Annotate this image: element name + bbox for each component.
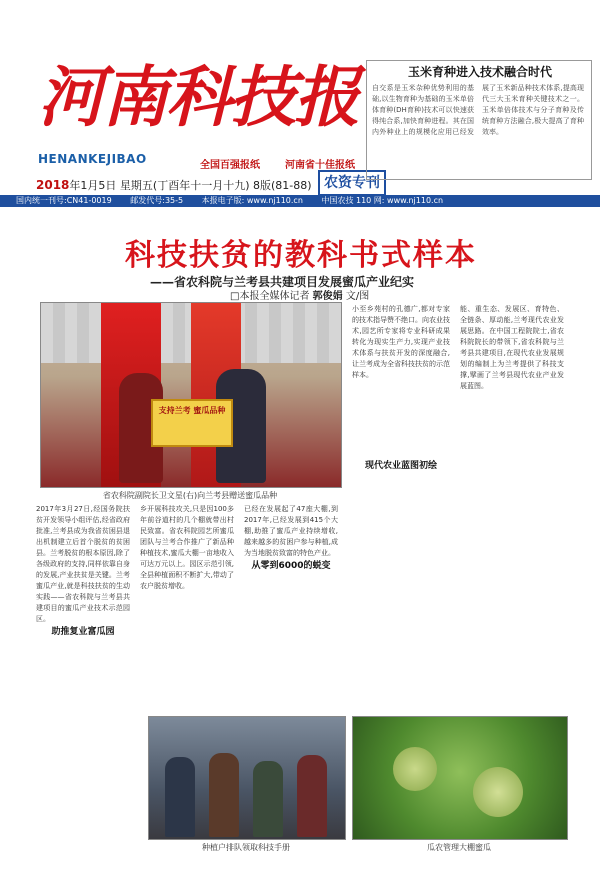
special-edition: 农资专刊 — [318, 170, 386, 196]
section-title-1: 助推复业富瓜园 — [51, 627, 115, 637]
bottom-right-caption: 瓜农管理大棚蜜瓜 — [427, 843, 491, 852]
col3-text: 已经在发展起了47座大棚,到2017年,已经发展到415个大棚,助推了蜜瓜产业持续增收,越来越多的贫困户参与种植,成为当地脱贫致富的特色产业。 — [244, 505, 338, 557]
info-code: 邮发代号:35-5 — [130, 196, 184, 205]
masthead-title: 河南科技报 — [38, 58, 358, 136]
bottom-left-photo — [148, 716, 346, 840]
section-title-2: 从零到6000的蜕变 — [251, 561, 331, 571]
col1-text: 2017年3月27日,经国务院扶贫开发领导小组评估,经省政府批准,兰考县成为我省贫困县退出机制建立后首个脱贫的贫困县。兰考脱贫的根本原因,除了各级政府的支持,同样依靠自身的发展,产业扶贫是关键。兰考蜜瓜产业,就是科技扶贫的生动实践——省农科院与兰考县共建项目的蜜瓜产业技术示范园区。 — [36, 505, 130, 623]
promo-body: 自交系是玉米杂种优势利用的基础,以生物育种为基础的玉米单倍体育种(DH育种)技术可以快速获得纯合系,加快育种进程。其在国内外种业上的规模化应用已经发展了玉米新品种技术体系,提高现代三大玉米育种关键技术之一。玉米单倍体技术与分子育种及传统育种方法融合,极大提高了育种效率。 — [372, 84, 584, 136]
headline: 科技扶贫的教科书式样本 — [125, 238, 477, 273]
byline-prefix: □本报全媒体记者 — [230, 291, 310, 302]
issue-date: 年1月5日 — [69, 179, 117, 192]
article-col-4 — [352, 304, 450, 734]
byline-suffix: 文/图 — [345, 291, 370, 302]
byline — [230, 287, 369, 302]
col4-text: 小至乡苑村的孔德广,都对专家的技术指导赞不绝口。向农业技术,园艺所专家将专业科研成果转化为现实生产力,实现产业技术体系与扶贫开发的深度融合,让兰考成为全省科技扶贫的示范样本。 — [352, 305, 450, 379]
promo-title: 玉米育种进入技术融合时代 — [407, 65, 552, 79]
issue-weekday: 星期五(丁酉年十一月十九) — [119, 179, 250, 192]
melon-1 — [393, 747, 437, 791]
farmer-4 — [297, 755, 327, 837]
farmer-3 — [253, 761, 283, 837]
article-col-1 — [36, 504, 130, 734]
main-photo — [40, 302, 342, 488]
issue-dateline — [36, 177, 312, 193]
info-bar — [0, 195, 600, 207]
masthead-subtitle: HENANKEJIBAO — [38, 152, 147, 166]
farmer-1 — [165, 757, 195, 837]
bottom-left-caption: 种植户排队领取科技手册 — [202, 843, 290, 852]
award-plaque: 支持兰考 蜜瓜品种 — [151, 399, 233, 447]
article-col-5: 能、重生态、发展区、育特色、全链条、厚动能,兰考现代农业发展思路。在中国工程院院士,省农科院院长的带领下,省农科院与兰考县共建项目,在现代农业发展规划的编制上为兰考提供了科技支撑,擘画了兰考县现代农业产业发展蓝图。 — [460, 305, 564, 390]
byline-author: 郭俊娟 — [312, 291, 343, 302]
tag-right: 河南省十佳报纸 — [285, 160, 355, 171]
tag-left: 全国百强报纸 — [200, 160, 260, 171]
issue-year: 2018 — [36, 178, 70, 192]
info-cn: 国内统一刊号:CN41-0019 — [16, 196, 112, 205]
article-col-2: 乡开展科技攻关,只是因100多年前谷道村的几个棚就带出村民致富。省农科院园艺所蜜瓜团队与兰考合作推广了新品种种植技术,蜜瓜大棚一亩地收入可达万元以上。园区示范引领,全县种植面积不断扩大,带动了农户脱贫增收。 — [140, 505, 234, 590]
info-web: 本报电子版: www.nj110.cn — [201, 196, 303, 205]
section-title-3: 现代农业蓝图初绘 — [364, 461, 437, 471]
subhead: ——省农科院与兰考县共建项目发展蜜瓜产业纪实 — [150, 275, 415, 289]
main-photo-caption: 省农科院副院长卫文星(右)向兰考县赠送蜜瓜品种 — [102, 491, 278, 500]
info-web2: 中国农技 110 网: www.nj110.cn — [321, 196, 444, 205]
bottom-right-photo — [352, 716, 568, 840]
farmer-2 — [209, 753, 239, 837]
article-col-3 — [244, 504, 338, 734]
issue-pages: 8版(81-88) — [253, 179, 312, 192]
melon-2 — [473, 767, 523, 817]
